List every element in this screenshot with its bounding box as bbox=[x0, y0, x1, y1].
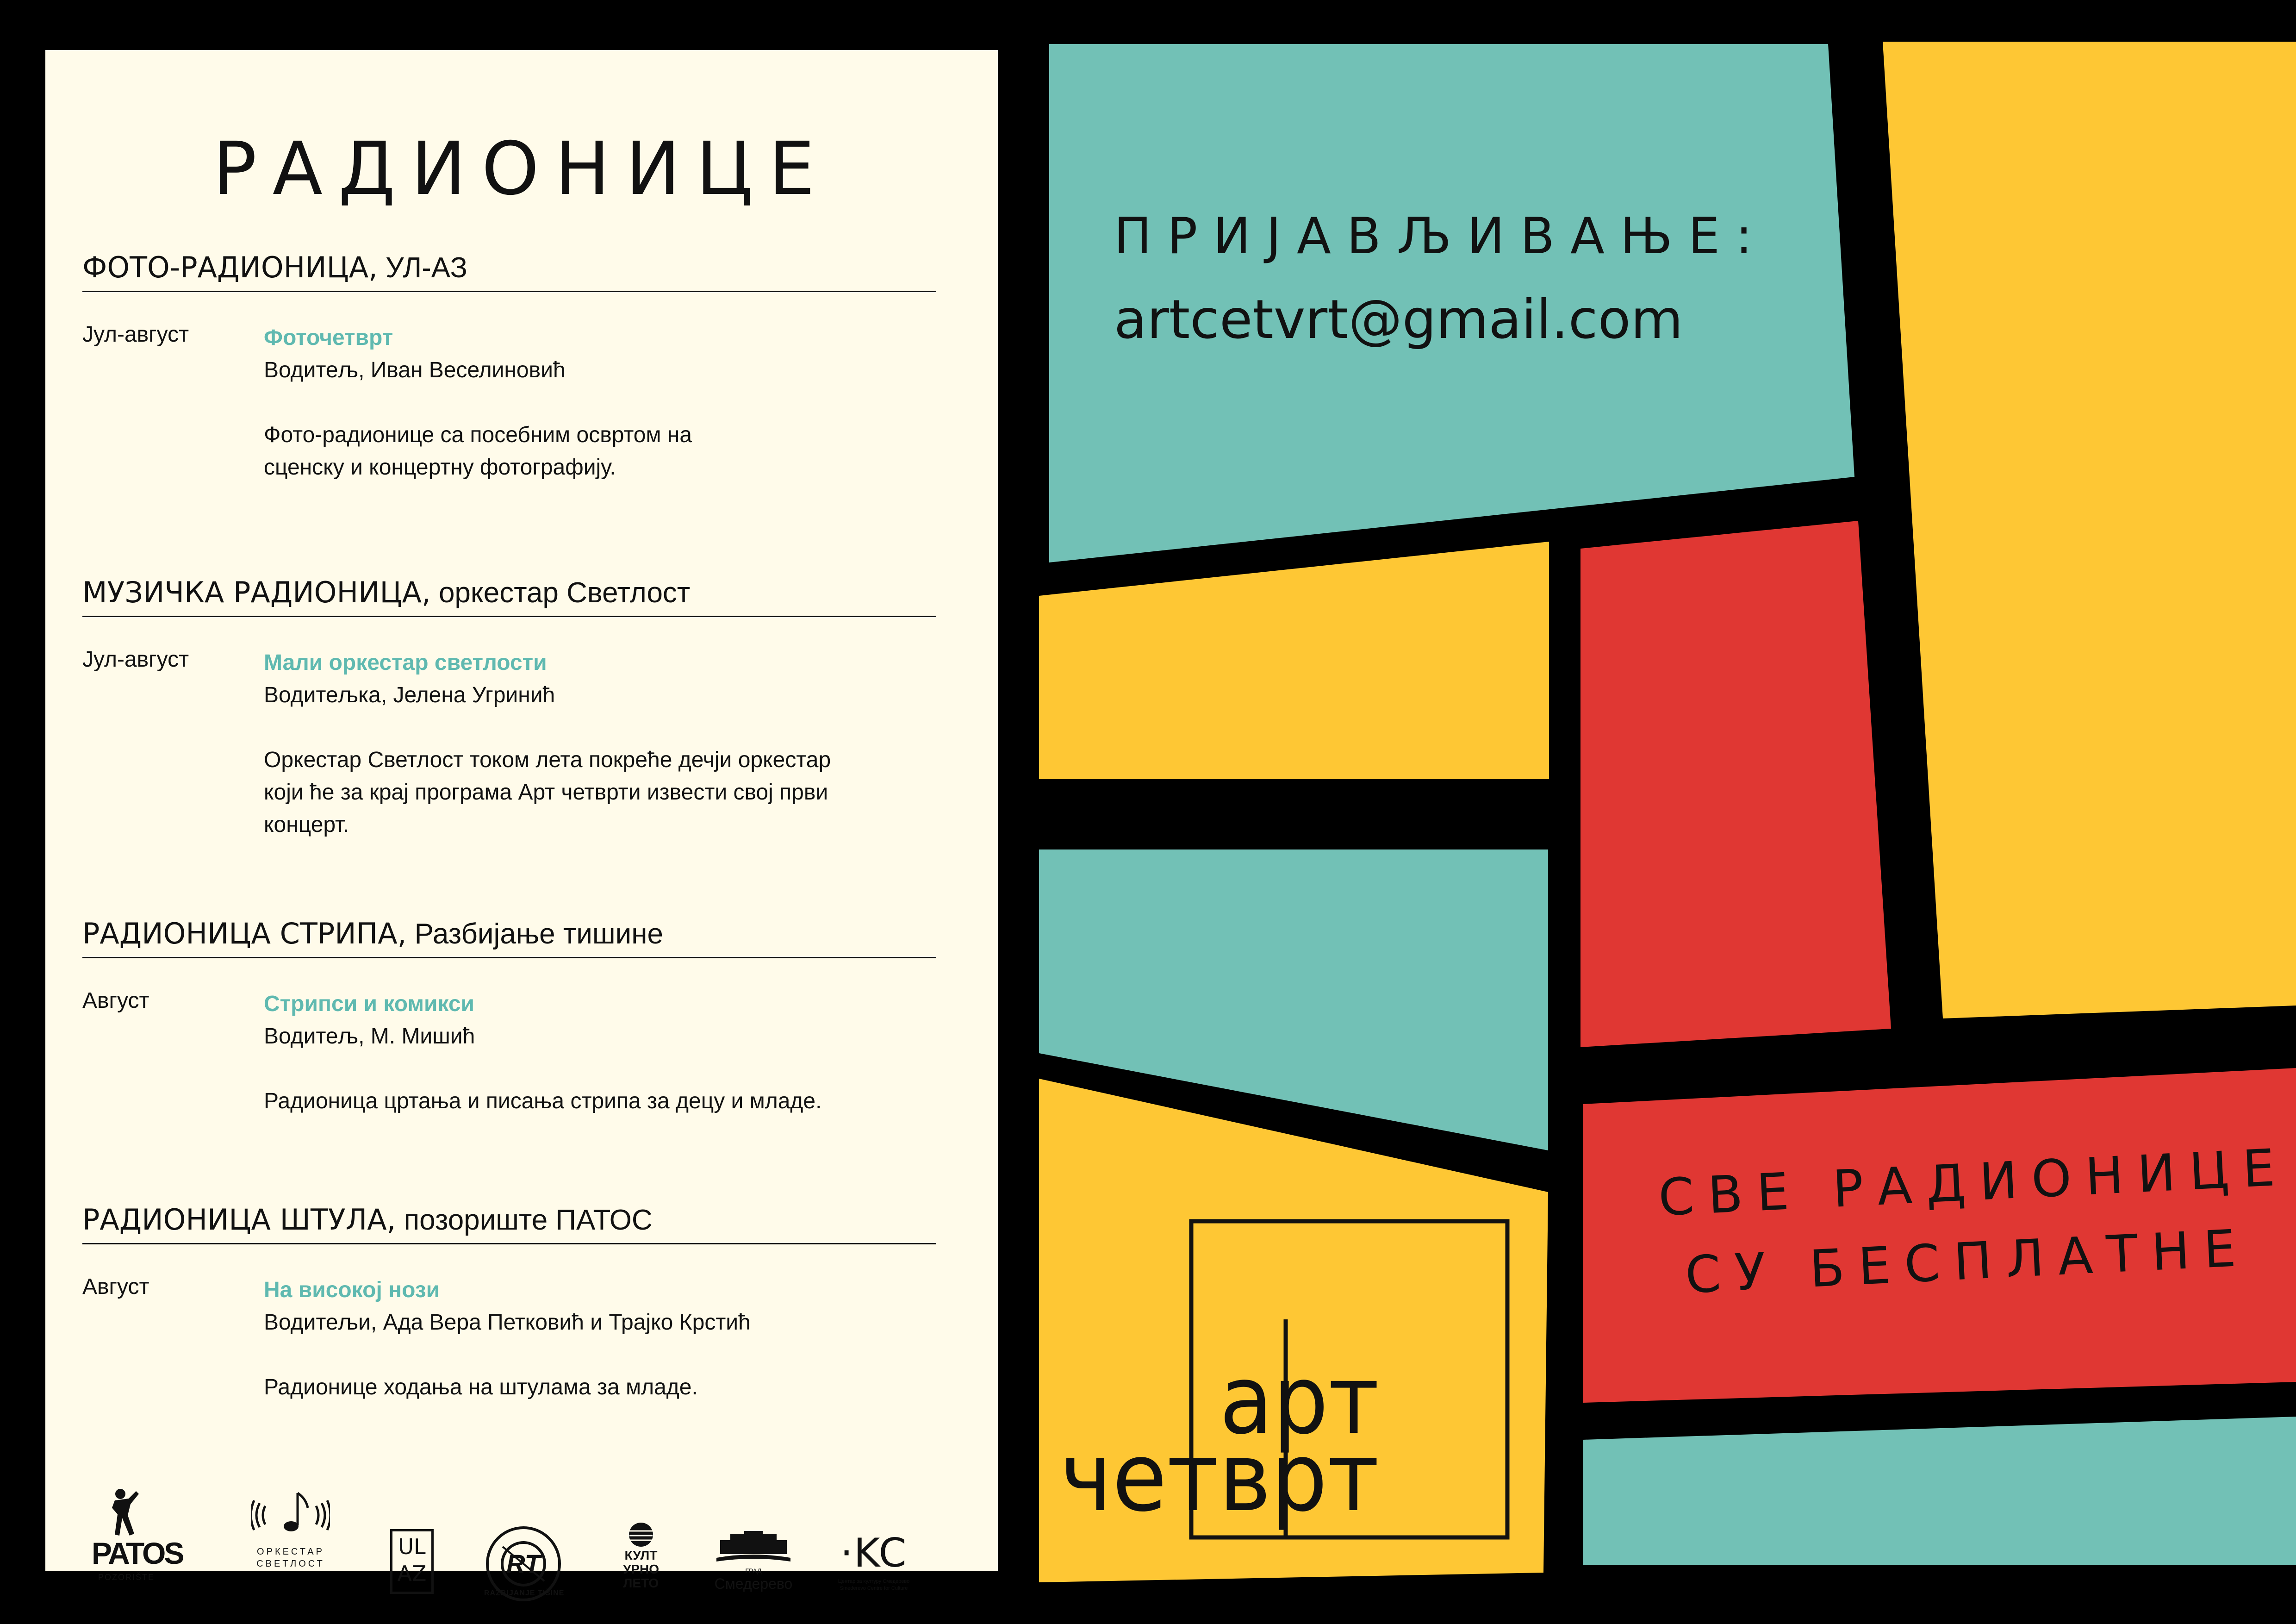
teal-block-bottom-right bbox=[1583, 1417, 2296, 1565]
workshop-item bbox=[82, 250, 936, 484]
description-line: Оркестар Светлост током лета покреће дечји оркестар bbox=[264, 748, 831, 772]
workshop-heading-rest: Разбијање тишине bbox=[406, 918, 663, 950]
kult-leto-line: ЛЕТО bbox=[623, 1576, 659, 1590]
svetlost-logo-line: ОРКЕСТАР bbox=[257, 1547, 324, 1557]
fortress-icon bbox=[712, 1529, 795, 1566]
signup-label: ПРИЈАВЉИВАЊЕ: bbox=[1114, 207, 1768, 265]
ulaz-logo bbox=[390, 1529, 434, 1594]
logo-word-cetvrt: четврт bbox=[1060, 1423, 1379, 1533]
workshop-item bbox=[82, 917, 936, 1118]
kult-leto-line: КУЛТ bbox=[624, 1548, 658, 1562]
description-line: Радионица цртања и писања стрипа за децу и младе. bbox=[264, 1089, 822, 1113]
workshop-leader: Водитељи, Ада Вера Петковић и Трајко Крстић bbox=[264, 1310, 751, 1335]
patos-logo-sub: POZORIŠTE bbox=[98, 1573, 155, 1582]
workshop-heading-caps: ФОТО-РАДИОНИЦА, bbox=[82, 250, 378, 284]
workshop-body bbox=[82, 988, 936, 1118]
kc-logo-line: Центар за културу Смедерево bbox=[838, 1579, 910, 1584]
workshop-body bbox=[82, 322, 936, 484]
rt-logo-text: RAZBIJANJE TIŠINE bbox=[484, 1589, 565, 1597]
svetlost-logo bbox=[251, 1487, 330, 1599]
workshop-info bbox=[264, 988, 936, 1118]
razbijanje-tisine-logo bbox=[484, 1524, 563, 1603]
ulaz-logo-line: UL bbox=[398, 1534, 426, 1559]
workshop-date: Август bbox=[82, 988, 149, 1013]
patos-logo-name: PATOS bbox=[92, 1536, 183, 1570]
workshop-heading bbox=[82, 917, 936, 958]
workshop-date: Јул-август bbox=[82, 322, 189, 347]
workshop-heading-rest: позориште ПАТОС bbox=[396, 1204, 653, 1236]
kc-logo bbox=[832, 1530, 915, 1599]
sun-icon bbox=[616, 1521, 666, 1549]
workshop-description bbox=[264, 1371, 936, 1404]
free-note-line: СУ БЕСПЛАТНЕ bbox=[1684, 1218, 2251, 1305]
kult-leto-text bbox=[616, 1549, 666, 1590]
stilt-figure-icon bbox=[92, 1487, 161, 1538]
workshop-name: Мали оркестар светлости bbox=[264, 650, 547, 675]
workshop-leader: Водитељ, Иван Веселиновић bbox=[264, 358, 566, 382]
workshop-body bbox=[82, 1274, 936, 1404]
smederevo-logo-small: ГРАД bbox=[745, 1567, 762, 1574]
workshop-item bbox=[82, 575, 936, 841]
description-line: сценску и концертну фотографију. bbox=[264, 455, 616, 480]
red-block-center bbox=[1580, 521, 1891, 1047]
yellow-block-top-right bbox=[1883, 42, 2296, 1018]
workshop-heading bbox=[82, 1203, 936, 1244]
workshop-description bbox=[264, 419, 936, 484]
kc-logo-text bbox=[832, 1578, 915, 1592]
signup-email[interactable]: artcetvrt@gmail.com bbox=[1114, 288, 1683, 351]
workshop-name: Стрипси и комикси bbox=[264, 992, 475, 1016]
workshops-panel bbox=[45, 50, 998, 1597]
workshop-date: Јул-август bbox=[82, 647, 189, 672]
rt-logo-mark: RT bbox=[506, 1549, 541, 1578]
workshop-leader: Водитељка, Јелена Угринић bbox=[264, 683, 555, 707]
workshop-info bbox=[264, 647, 936, 841]
workshop-date: Август bbox=[82, 1274, 149, 1299]
ulaz-logo-text bbox=[392, 1533, 431, 1587]
description-line: концерт. bbox=[264, 812, 349, 837]
workshop-name: На високој нози bbox=[264, 1278, 440, 1302]
workshop-leader: Водитељ, М. Мишић bbox=[264, 1024, 475, 1049]
description-line: Фото-радионице са посебним освртом на bbox=[264, 423, 692, 447]
description-line: који ће за крај програма Арт четврти извести свој први bbox=[264, 780, 828, 805]
svetlost-logo-text bbox=[251, 1546, 330, 1570]
yellow-block-mid-left bbox=[1039, 542, 1549, 779]
kult-leto-line: УРНО bbox=[622, 1562, 660, 1576]
free-workshops-note bbox=[1656, 1129, 2290, 1316]
workshop-description bbox=[264, 744, 936, 841]
workshop-item bbox=[82, 1203, 936, 1404]
logo-word-art: арт bbox=[1220, 1345, 1379, 1455]
workshop-name: Фоточетврт bbox=[264, 325, 393, 350]
music-note-icon bbox=[251, 1487, 330, 1538]
workshop-body bbox=[82, 647, 936, 841]
workshop-heading bbox=[82, 575, 936, 617]
description-line: Радионице ходања на штулама за младе. bbox=[264, 1375, 698, 1399]
workshop-heading-rest: оркестар Светлост bbox=[430, 577, 691, 609]
workshop-heading-rest: УЛ-АЗ bbox=[377, 252, 467, 284]
kc-logo-mark: ·KC bbox=[840, 1530, 908, 1576]
workshop-description bbox=[264, 1085, 936, 1118]
kc-logo-line: Smederevo Centre for Culture bbox=[840, 1586, 908, 1591]
smederevo-logo-name: Смедерево bbox=[714, 1575, 793, 1592]
workshop-heading bbox=[82, 250, 936, 292]
kult-leto-logo bbox=[616, 1521, 666, 1599]
free-note-line: СВЕ РАДИОНИЦЕ bbox=[1657, 1137, 2290, 1228]
workshop-info bbox=[264, 322, 936, 484]
svetlost-logo-line: СВЕТЛОСТ bbox=[256, 1559, 325, 1569]
smederevo-logo bbox=[712, 1529, 795, 1603]
workshop-info bbox=[264, 1274, 936, 1404]
workshop-heading-caps: МУЗИЧКА РАДИОНИЦА, bbox=[82, 575, 431, 609]
workshop-heading-caps: РАДИОНИЦА ШТУЛА, bbox=[82, 1203, 396, 1237]
patos-logo bbox=[92, 1487, 183, 1599]
page-title: РАДИОНИЦЕ bbox=[212, 126, 831, 212]
sponsor-logos bbox=[92, 1487, 915, 1599]
workshop-heading-caps: РАДИОНИЦА СТРИПА, bbox=[82, 917, 407, 950]
ulaz-logo-line: AZ bbox=[397, 1561, 427, 1586]
